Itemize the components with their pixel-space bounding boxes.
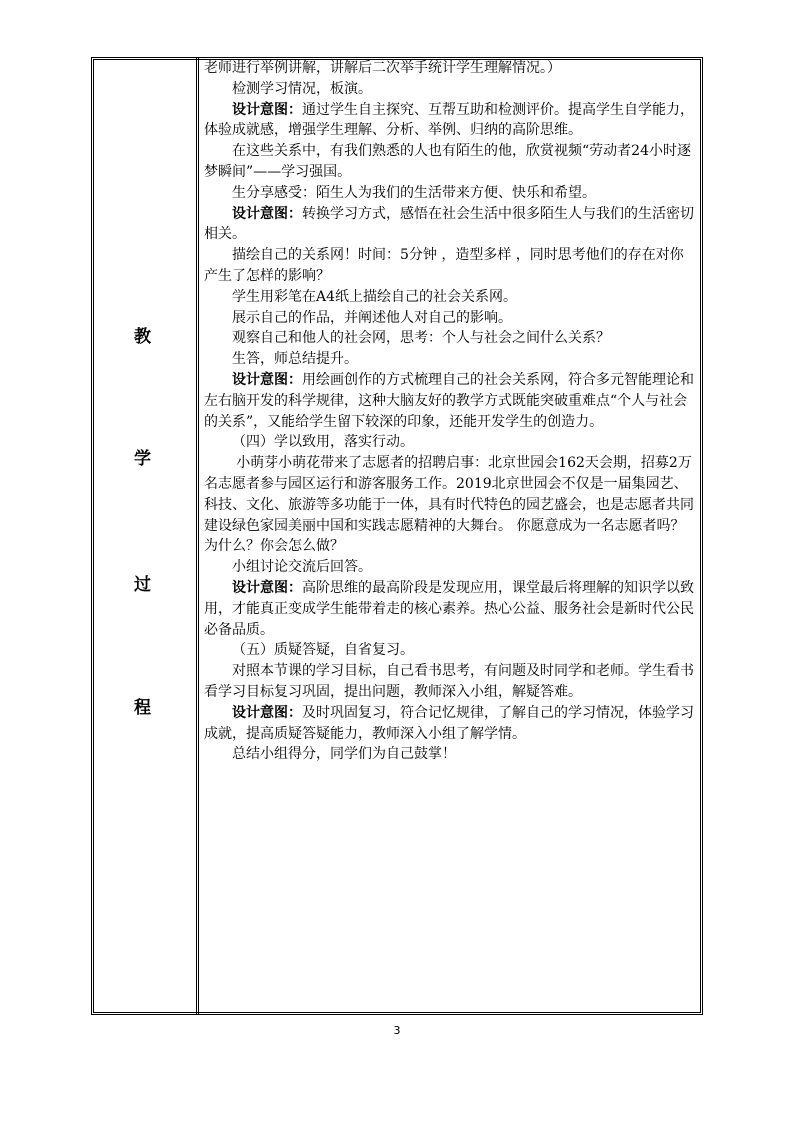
paragraph-text: 转换学习方式，感悟在社会生活中很多陌生人与我们的生活密切相关。 (204, 205, 694, 243)
paragraph-text: （四）学以致用，落实行动。 (232, 434, 414, 451)
content-paragraph (204, 453, 694, 557)
paragraph-text: 展示自己的作品，并阐述他人对自己的影响。 (232, 309, 512, 326)
side-label-char-3: 过 (134, 575, 151, 595)
content-paragraph (204, 308, 694, 329)
content-paragraph (204, 183, 694, 204)
content-paragraph (204, 744, 694, 765)
paragraph-text: （五）质疑答疑，自省复习。 (232, 642, 414, 659)
paragraph-text: 生答，师总结提升。 (232, 351, 358, 368)
design-intent-label: 设计意图： (232, 371, 302, 388)
content-paragraph (204, 58, 694, 79)
paragraph-text: 通过学生自主探究、互帮互助和检测评价。提高学生自学能力，体验成就感，增强学生理解、分析、举例、归纳的高阶思维。 (204, 101, 694, 139)
design-intent-label: 设计意图： (232, 704, 302, 721)
side-label-char-1: 教 (134, 327, 151, 347)
content-paragraph (204, 557, 694, 578)
content-paragraph (204, 100, 694, 142)
column-divider-inner (198, 57, 199, 1015)
content-paragraph (204, 79, 694, 100)
paragraph-text: 总结小组得分，同学们为自己鼓掌！ (232, 746, 456, 763)
paragraph-text: 检测学习情况，板演。 (232, 80, 372, 97)
content-paragraph (204, 640, 694, 661)
content-paragraph (204, 703, 694, 745)
paragraph-text: 用绘画创作的方式梳理自己的社会关系网，符合多元智能理论和左右脑开发的科学规律，这种大脑友好的教学方式既能突破重难点“个人与社会的关系”，又能给学生留下较深的印象，还能开发学生的创造力。 (204, 371, 694, 430)
paragraph-text: 小组讨论交流后回答。 (232, 559, 372, 576)
paragraph-text: 观察自己和他人的社会网，思考：个人与社会之间什么关系？ (232, 330, 610, 347)
paragraph-text: 对照本节课的学习目标，自己看书思考，有问题及时同学和老师。学生看书看学习目标复习巩固，提出问题，教师深入小组，解疑答难。 (204, 663, 694, 700)
lesson-content (204, 58, 694, 765)
paragraph-text: 在这些关系中，有我们熟悉的人也有陌生的他，欣赏视频“劳动者24小时逐梦瞬间”——学习强国。 (204, 143, 691, 180)
content-paragraph (204, 287, 694, 308)
paragraph-text: 老师进行举例讲解，讲解后二次举手统计学生理解情况。） (204, 60, 561, 76)
paragraph-text: 学生用彩笔在A4纸上描绘自己的社会关系网。 (232, 288, 518, 305)
content-paragraph (204, 370, 694, 432)
design-intent-label: 设计意图： (232, 205, 302, 222)
paragraph-text: 小萌芽小萌花带来了志愿者的招聘启事：北京世园会162天会期，招募2万名志愿者参与园区运行和游客服务工作。2019北京世园会不仅是一届集园艺、科技、文化、旅游等多功能于一体，具有时代特色的园艺盛会，也是志愿者共同建设绿色家园美丽中国和实践志愿精神的大舞台。 你愿意成为一名志愿者吗？为什么？你会怎么做？ (204, 455, 694, 555)
content-paragraph (204, 661, 694, 703)
content-paragraph (204, 349, 694, 370)
content-paragraph (204, 578, 694, 640)
content-paragraph (204, 245, 694, 287)
page-number: 3 (393, 1024, 401, 1037)
paragraph-text: 及时巩固复习，符合记忆规律，了解自己的学习情况，体验学习成就，提高质疑答疑能力，教师深入小组了解学情。 (204, 704, 694, 742)
content-paragraph (204, 204, 694, 246)
content-paragraph (204, 328, 694, 349)
paragraph-text: 高阶思维的最高阶段是发现应用，课堂最后将理解的知识学以致用，才能真正变成学生能带着走的核心素养。热心公益、服务社会是新时代公民必备品质。 (204, 579, 694, 638)
content-paragraph (204, 432, 694, 453)
design-intent-label: 设计意图： (232, 101, 302, 118)
side-label-char-2: 学 (134, 449, 151, 469)
paragraph-text: 生分享感受：陌生人为我们的生活带来方便、快乐和希望。 (232, 184, 596, 201)
paragraph-text: 描绘自己的关系网！时间：5分钟 ，造型多样 ，同时思考他们的存在对你产生了怎样的影响？ (204, 247, 684, 284)
content-paragraph (204, 141, 694, 183)
design-intent-label: 设计意图： (232, 579, 302, 596)
side-label-char-4: 程 (134, 698, 151, 718)
column-divider (196, 57, 197, 1015)
